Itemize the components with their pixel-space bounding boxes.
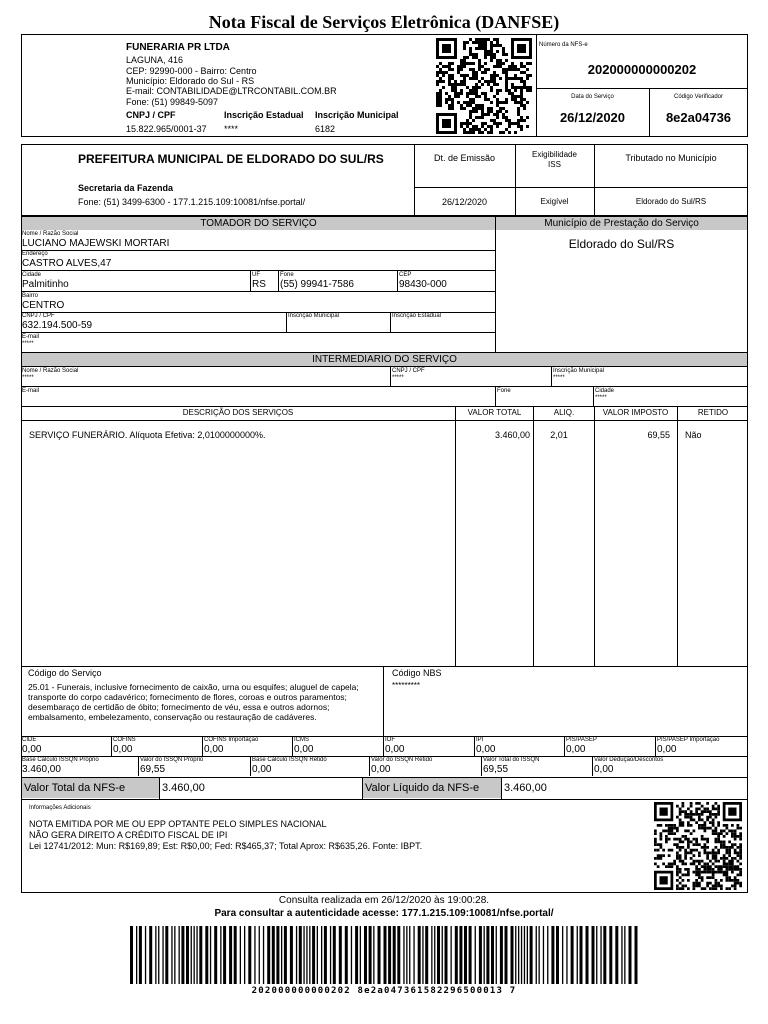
liquido-nfse-label: Valor Líquido da NFS-e: [363, 778, 501, 798]
tomador-cpf: 632.194.500-59: [22, 320, 93, 331]
intermediario-phone-label: Fone: [497, 388, 511, 394]
tomador-email: *****: [22, 341, 34, 347]
tomador-email-label: E-mail: [22, 334, 40, 340]
tax-value: 0,00: [252, 764, 272, 775]
tomador-cpf-label: CNPJ / CPF: [22, 313, 55, 319]
service-aliq: 2,01: [550, 430, 568, 440]
verification-code-label: Código Verificador: [673, 94, 724, 100]
tomador-uf: RS: [252, 279, 266, 290]
total-nfse-label: Valor Total da NFS-e: [22, 778, 159, 798]
barcode: [128, 926, 640, 984]
tax-label: COFINS: [113, 737, 136, 743]
tomador-phone-label: Fone: [280, 272, 294, 278]
tax-label: CIDE: [22, 737, 37, 743]
intermediario-name-label: Nome / Razão Social: [22, 368, 79, 374]
emitter-phone: Fone: (51) 99849-5097: [126, 97, 219, 107]
document-title: Nota Fiscal de Serviços Eletrônica (DANFSE): [208, 12, 560, 32]
intermediario-cpf-label: CNPJ / CPF: [392, 368, 425, 374]
emitter-cnpj: 15.822.965/0001-37: [126, 124, 207, 134]
tax-label: Valor do ISSQN Retido: [371, 757, 433, 763]
info-line3: Lei 12741/2012: Mun: R$169,89; Est: R$0,00; Fed: R$465,37; Total Aprox: R$635,26. Fonte: IBPT.: [29, 841, 423, 851]
tomador-cep: 98430-000: [399, 279, 447, 290]
tax-value: 0,00: [113, 744, 133, 755]
emitter-cep: CEP: 92990-000 - Bairro: Centro: [126, 66, 257, 76]
tax-value: 0,00: [294, 744, 314, 755]
tax-label: Valor Total do ISSQN: [483, 757, 540, 763]
intermediario-im-label: Inscrição Municipal: [553, 368, 605, 374]
service-date: 26/12/2020: [559, 110, 626, 125]
intermediario-cpf: *****: [392, 375, 404, 381]
service-retido: Não: [685, 430, 702, 440]
tax-label: Valor do ISSQN Próprio: [140, 757, 204, 763]
emitter-name: FUNERARIA PR LTDA: [126, 42, 230, 53]
tomador-phone: (55) 99941-7586: [280, 279, 354, 290]
col-retido-header: RETIDO: [697, 408, 729, 417]
tomador-ie-label: Inscrição Estadual: [392, 313, 442, 319]
tax-value: 69,55: [483, 764, 509, 775]
tributado-label: Tributado no Município: [625, 153, 717, 163]
info-qr-code: [654, 802, 742, 890]
col-aliq-header: ALIQ.: [553, 408, 575, 417]
nfse-qr-code: [436, 38, 532, 134]
emitter-email: E-mail: CONTABILIDADE@LTRCONTABIL.COM.BR: [126, 86, 337, 96]
tomador-city: Palmitinho: [22, 279, 69, 290]
tax-label: Valor Dedução/Descontos: [594, 757, 664, 763]
prefeitura-name: PREFEITURA MUNICIPAL DE ELDORADO DO SUL/RS: [78, 152, 384, 166]
service-date-label: Data do Serviço: [571, 94, 614, 100]
codigo-nbs-value: *********: [392, 681, 421, 690]
tomador-name: LUCIANO MAJEWSKI MORTARI: [22, 238, 170, 249]
tax-value: 0,00: [204, 744, 224, 755]
nfse-number-label: Número da NFS-e: [539, 42, 588, 48]
tax-label: IPI: [476, 737, 484, 743]
consulta-text: Consulta realizada em 26/12/2020 às 19:00:28.: [278, 895, 490, 906]
tomador-address: CASTRO ALVES,47: [22, 258, 112, 269]
prefeitura-secretaria: Secretaria da Fazenda: [78, 183, 174, 193]
tax-value: 0,00: [566, 744, 586, 755]
total-nfse-value: 3.460,00: [162, 782, 205, 794]
tax-label: PIS/PASEP: [566, 737, 597, 743]
emitter-im-label: Inscrição Municipal: [315, 110, 399, 120]
verification-code: 8e2a04736: [665, 110, 732, 125]
col-total-header: VALOR TOTAL: [467, 408, 522, 417]
liquido-nfse-value: 3.460,00: [504, 782, 547, 794]
tax-label: COFINS Importação: [204, 737, 259, 743]
intermediario-header: INTERMEDIARIO DO SERVIÇO: [22, 353, 747, 366]
iss-label: Exigibilidade ISS: [532, 150, 577, 169]
tomador-cep-label: CEP: [399, 272, 412, 278]
service-total: 3.460,00: [494, 430, 530, 440]
tomador-city-label: Cidade: [22, 272, 42, 278]
service-imposto: 69,55: [647, 430, 670, 440]
tomador-address-label: Endereço: [22, 251, 48, 257]
tax-label: IOF: [385, 737, 395, 743]
iss-value: Exigível: [540, 197, 569, 206]
tax-value: 0,00: [385, 744, 405, 755]
col-descricao-header: DESCRIÇÃO DOS SERVIÇOS: [182, 408, 294, 417]
tomador-uf-label: UF: [252, 272, 260, 278]
emitter-address: LAGUNA, 416: [126, 55, 184, 65]
tax-value: 3.460,00: [22, 764, 61, 775]
tax-value: 0,00: [476, 744, 496, 755]
emission-date: 26/12/2020: [441, 197, 488, 207]
intermediario-email-label: E-mail: [22, 388, 40, 394]
barcode-number: 202000000000202 8e2a047361582296500013 7: [251, 986, 517, 996]
intermediario-city-label: Cidade: [595, 388, 615, 394]
tax-value: 0,00: [594, 764, 614, 775]
tomador-header: TOMADOR DO SERVIÇO: [22, 217, 495, 230]
tax-label: ICMS: [294, 737, 309, 743]
intermediario-city: *****: [595, 395, 607, 401]
tax-label: Base Cálculo ISSQN Retido: [252, 757, 327, 763]
emission-date-label: Dt. de Emissão: [433, 153, 496, 163]
emitter-city: Município: Eldorado do Sul - RS: [126, 76, 255, 86]
codigo-servico-label: Código do Serviço: [28, 668, 102, 678]
tributado-value: Eldorado do Sul/RS: [635, 197, 707, 206]
info-line1: NOTA EMITIDA POR ME OU EPP OPTANTE PELO SIMPLES NACIONAL: [29, 819, 327, 829]
tax-value: 69,55: [140, 764, 166, 775]
tomador-im-label: Inscrição Municipal: [288, 313, 340, 319]
emitter-im: 6182: [315, 124, 336, 134]
tax-value: 0,00: [22, 744, 42, 755]
prefeitura-contact: Fone: (51) 3499-6300 - 177.1.215.109:10081/nfse.portal/: [78, 197, 306, 207]
tax-label: Base Cálculo ISSQN Próprio: [22, 757, 99, 763]
autenticidade-link[interactable]: Para consultar a autenticidade acesse: 177.1.215.109:10081/nfse.portal/: [214, 908, 554, 919]
municipio-value: Eldorado do Sul/RS: [568, 237, 675, 251]
col-imposto-header: VALOR IMPOSTO: [602, 408, 669, 417]
tomador-name-label: Nome / Razão Social: [22, 231, 79, 237]
codigo-servico-text: 25.01 - Funerais, inclusive fornecimento de caixão, urna ou esquifes; aluguel de capela; transporte do corpo cadavérico; fornecimento de flores, coroas e outros paramentos; desembaraço de certidão de óbito; fornecimento de véu, essa e outros adornos; embalsamento, embelezamento, conservação ou restauração de cadáveres.: [28, 682, 359, 722]
tax-value: 0,00: [657, 744, 677, 755]
tax-label: PIS/PASEP Importação: [657, 737, 720, 743]
info-line2: NÃO GERA DIREITO A CRÉDITO FISCAL DE IPI: [29, 830, 228, 840]
tax-value: 0,00: [371, 764, 391, 775]
tomador-bairro-label: Bairro: [22, 293, 39, 299]
codigo-nbs-label: Código NBS: [392, 668, 442, 678]
intermediario-im: *****: [553, 375, 565, 381]
emitter-cnpj-label: CNPJ / CPF: [126, 110, 176, 120]
info-label: Informações Adicionais: [29, 805, 91, 811]
emitter-ie: ****: [224, 124, 239, 134]
service-description: SERVIÇO FUNERÁRIO. Alíquota Efetiva: 2,0100000000%.: [29, 430, 266, 440]
intermediario-name: *****: [22, 375, 34, 381]
municipio-header: Município de Prestação do Serviço: [496, 217, 747, 230]
tomador-bairro: CENTRO: [22, 300, 65, 311]
autenticidade-text[interactable]: [0, 908, 768, 919]
nfse-number: 202000000000202: [587, 62, 697, 77]
emitter-ie-label: Inscrição Estadual: [224, 110, 304, 120]
